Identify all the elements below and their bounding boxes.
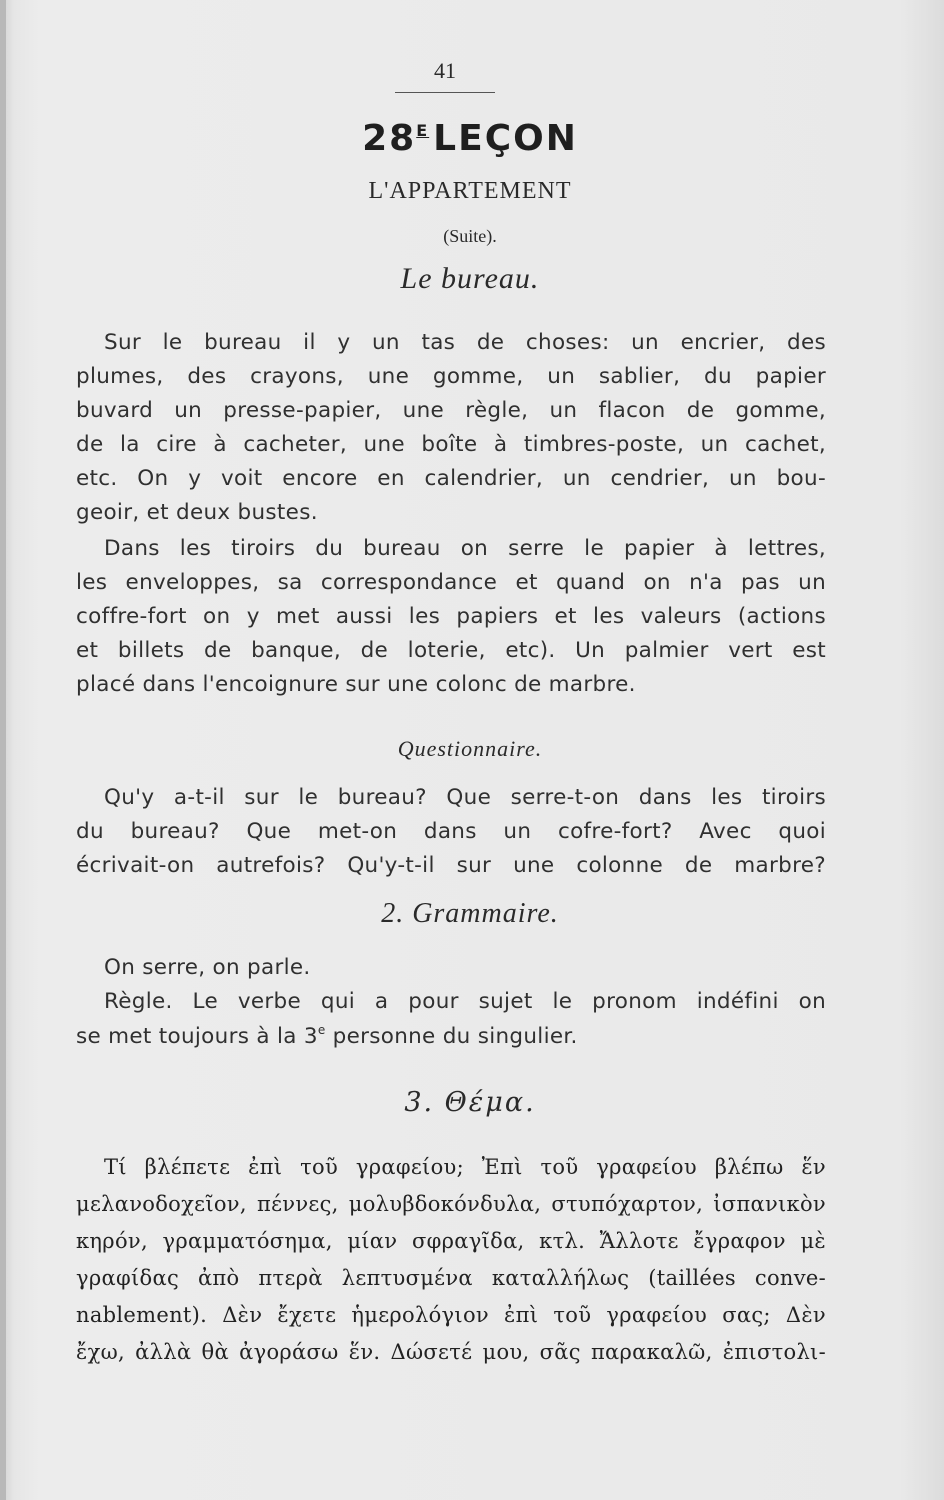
paragraph-2-line: placé dans l'encoignure sur une colonc de marbre. — [76, 672, 636, 697]
greek-line: κηρόν, γραμματόσημα, μίαν σφραγῖδα, κτλ. Ἄλλοτε ἔγραφον μὲ — [76, 1229, 826, 1253]
paragraph-1-line: Sur le bureau il y un tas de choses: un encrier, des — [104, 330, 826, 355]
binding-edge — [0, 0, 6, 1500]
thema-title: 3. Θέμα. — [404, 1087, 536, 1118]
paragraph-1-line: buvard un presse-papier, une règle, un flacon de gomme, — [76, 398, 826, 423]
suite-label: (Suite). — [443, 226, 497, 246]
greek-line: nablement). Δὲν ἔχετε ἡμερολόγιον ἐπὶ τοῦ γραφείου σας; Δὲν — [76, 1303, 826, 1327]
grammar-example: On serre, on parle. — [104, 955, 311, 980]
grammar-rule-line — [76, 1023, 826, 1049]
section-title: Le bureau. — [400, 262, 540, 295]
questionnaire-title: Questionnaire. — [397, 736, 543, 761]
paragraph-1-line: plumes, des crayons, une gomme, un sablier, du papier — [76, 364, 826, 389]
greek-line: ἔχω, ἀλλὰ θὰ ἀγοράσω ἕν. Δώσετέ μου, σᾶς παρακαλῶ, ἐπιστολι- — [76, 1340, 826, 1364]
questionnaire-line: du bureau? Que met-on dans un cofre-fort? Avec quoi — [76, 819, 826, 844]
grammar-title: 2. Grammaire. — [381, 898, 559, 929]
lesson-number: 28 — [362, 118, 417, 159]
grammar-rule-ordinal: e — [317, 1023, 326, 1037]
questionnaire-line: écrivait-on autrefois? Qu'y-t-il sur une colonne de marbre? — [76, 853, 826, 878]
paragraph-1-line: geoir, et deux bustes. — [76, 500, 318, 525]
paragraph-2-line: les enveloppes, sa correspondance et quand on n'a pas un — [76, 570, 826, 595]
questionnaire-line: Qu'y a-t-il sur le bureau? Que serre-t-on dans les tiroirs — [104, 785, 826, 810]
lesson-title — [200, 118, 740, 159]
greek-line: μελανοδοχεῖον, πέννες, μολυβδοκόνδυλα, στυπόχαρτον, ἰσπανικὸν — [76, 1192, 826, 1216]
paragraph-2-line: Dans les tiroirs du bureau on serre le papier à lettres, — [104, 536, 826, 561]
paragraph-2-line: coffre-fort on y met aussi les papiers et les valeurs (actions — [76, 604, 826, 629]
paragraph-1-line: etc. On y voit encore en calendrier, un cendrier, un bou- — [76, 466, 826, 491]
grammar-rule-text: se met toujours à la 3 — [76, 1024, 318, 1049]
page-number: 41 — [434, 58, 456, 83]
chapter-subtitle: L'APPARTEMENT — [368, 178, 572, 204]
lesson-ordinal: E — [416, 121, 430, 140]
paragraph-1-line: de la cire à cacheter, une boîte à timbres-poste, un cachet, — [76, 432, 826, 457]
lesson-word: LEÇON — [433, 118, 578, 159]
grammar-rule-text: personne du singulier. — [325, 1024, 578, 1049]
grammar-rule-line: Règle. Le verbe qui a pour sujet le pronom indéfini on — [104, 989, 826, 1014]
greek-line: Τί βλέπετε ἐπὶ τοῦ γραφείου; Ἐπὶ τοῦ γραφείου βλέπω ἕν — [104, 1155, 826, 1179]
page-number-rule — [395, 92, 495, 93]
greek-line: γραφίδας ἀπὸ πτερὰ λεπτυσμένα καταλλήλως (taillées conve- — [76, 1266, 826, 1290]
paragraph-2-line: et billets de banque, de loterie, etc). Un palmier vert est — [76, 638, 826, 663]
